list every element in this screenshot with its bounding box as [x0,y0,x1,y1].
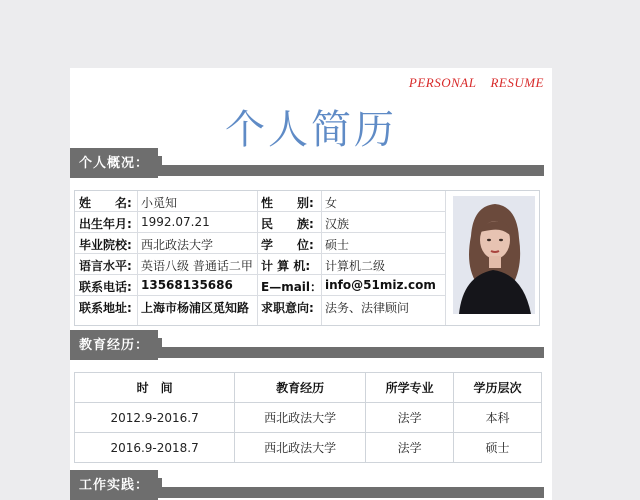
info-value: 13568135686 [141,278,233,292]
section-title-education: 教育经历： [79,338,150,353]
table-cell: 法学 [366,433,454,463]
info-key: 毕业院校: [79,238,132,252]
info-row [75,233,445,254]
column-header-school: 教育经历 [235,373,366,403]
column-header-major: 所学专业 [366,373,454,403]
table-header-row [75,373,542,403]
table-cell: 2012.9-2016.7 [75,403,235,433]
info-value: 英语八级 普通话二甲 [141,259,253,273]
table-cell: 西北政法大学 [235,433,366,463]
info-key: 联系电话: [79,280,132,294]
info-key: 求职意向: [261,301,314,315]
english-heading [409,75,544,91]
info-value: info@51miz.com [325,278,436,292]
info-key: 姓 名: [79,196,132,210]
section-title-overview: 个人概况： [79,156,150,171]
info-row [75,275,445,296]
info-key: 民 族: [261,217,314,231]
section-title-work: 工作实践： [79,478,150,493]
info-key: 学 位: [261,238,314,252]
table-cell: 法学 [366,403,454,433]
info-value: 计算机二级 [325,259,386,273]
section-header-work [70,470,544,500]
info-value: 汉族 [325,217,350,231]
column-header-time: 时 间 [75,373,235,403]
info-row [75,191,445,212]
info-row [75,296,445,317]
info-value: 硕士 [325,238,350,252]
info-value: 小觅知 [141,196,178,210]
table-cell: 本科 [454,403,542,433]
section-header-education [70,330,544,360]
english-heading-word-1: PERSONAL [408,75,477,90]
info-key: 计 算 机: [261,259,311,273]
info-value: 上海市杨浦区觅知路 [141,301,250,315]
info-value: 1992.07.21 [141,215,210,229]
info-value: 西北政法大学 [141,238,214,252]
profile-photo [453,196,535,314]
section-header-overview [70,148,544,178]
personal-info-table [74,190,540,326]
info-key: 出生年月: [79,217,132,231]
info-value: 女 [325,196,338,210]
info-key: 语言水平: [79,259,132,273]
page-title: 个人简历 [225,107,397,153]
column-header-degree: 学历层次 [454,373,542,403]
english-heading-word-2: RESUME [490,75,544,90]
table-row [75,433,542,463]
table-cell: 2016.9-2018.7 [75,433,235,463]
table-row [75,403,542,433]
education-table [74,372,542,463]
resume-sheet [70,68,552,500]
table-cell: 西北政法大学 [235,403,366,433]
info-key: 联系地址: [79,301,132,315]
info-key: E—mail： [261,280,323,294]
info-row [75,212,445,233]
info-value: 法务、法律顾问 [325,301,410,315]
info-row [75,254,445,275]
table-cell: 硕士 [454,433,542,463]
info-key: 性 别: [261,196,314,210]
